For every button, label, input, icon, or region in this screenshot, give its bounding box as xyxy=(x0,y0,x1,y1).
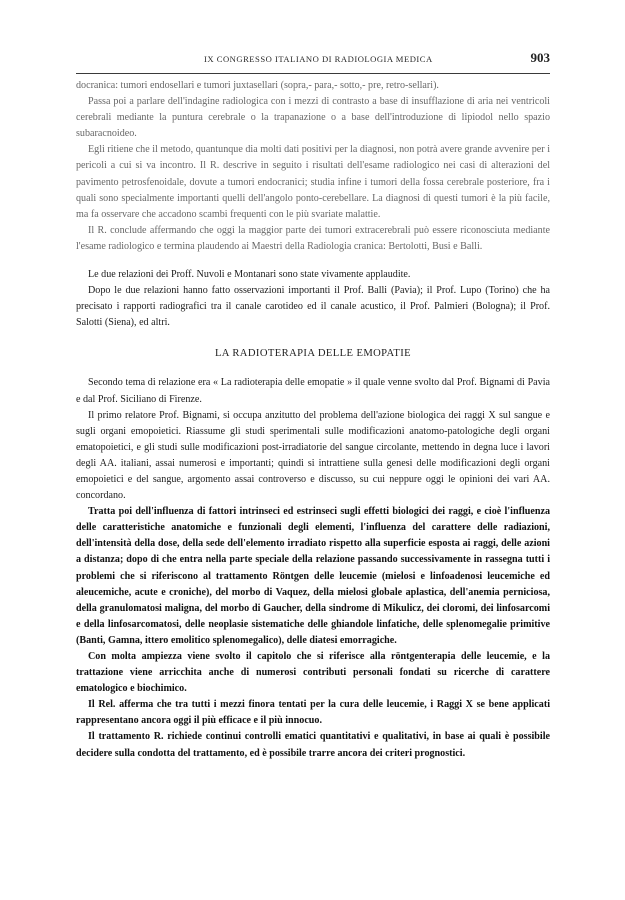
paragraph: Il Rel. afferma che tra tutti i mezzi finora tentati per la cura delle leucemie, i Raggi X se bene applicati rappresentano ancora oggi il più efficace e il più innocuo. xyxy=(76,699,550,727)
page-number: 903 xyxy=(530,50,550,65)
paragraph: Secondo tema di relazione era « La radioterapia delle emopatie » il quale venne svolto dal Prof. Bignami di Pavia e dal Prof. Siciliano di Firenze. xyxy=(76,377,550,405)
article-body xyxy=(76,78,550,762)
paragraph: Tratta poi dell'influenza di fattori intrinseci ed estrinseci sugli effetti biologici dei raggi, e cioè l'influenza delle caratteristiche anatomiche e funzionali degli elementi, l'influenza del carattere delle radiazioni, dell'intensità della dose, della sede dell'elemento irradiato rispetto alla superficie esposta ai raggi, delle azioni a distanza; dopo di che entra nella parte speciale della relazione passando successivamente in rassegna tutti i problemi che si riferiscono al trattamento Röntgen delle leucemie (mielosi e linfoadenosi leucemiche ed aleucemiche, acute e croniche), del morbo di Vaquez, della mielosi globale aplastica, dell'anemia perniciosa, della granulomatosi maligna, del morbo di Gaucher, della sindrome di Mikulicz, dei cloromi, dei linfosarcomi e della linfosarcomatosi, delle neoplasie sistematiche delle ghiandole linfatiche, delle splenomegalie primitive (Banti, Gamna, ittero emolitico splenomegalico), delle diatesi emorragiche. xyxy=(76,506,550,646)
page-header xyxy=(76,48,550,68)
paragraph: Le due relazioni dei Proff. Nuvoli e Montanari sono state vivamente applaudite. xyxy=(88,269,411,281)
paragraph: Dopo le due relazioni hanno fatto osservazioni importanti il Prof. Balli (Pavia); il Prof. Lupo (Torino) che ha precisato i rapporti radiografici tra il canale carotideo ed il canale acustico, il Prof. Palmieri (Bologna); il Prof. Salotti (Siena), ed altri. xyxy=(76,285,550,329)
paragraph: Egli ritiene che il metodo, quantunque dia molti dati positivi per la diagnosi, non potrà avere grande avvenire per i pericoli a cui si va incontro. Il R. descrive in seguito i risultati dell'esame radiologico nei casi di alterazioni del pavimento petrosfenoidale, dovute a tumori endocranici; studia infine i tumori della fossa cerebrale posteriore, fra i quali sono specialmente importanti quelli dell'angolo ponto-cerebellare. La diagnosi di questi tumori è la più facile, ma fa osservare che accadono scambi frequenti con le più svariate malattie. xyxy=(76,144,550,220)
paragraph: Il primo relatore Prof. Bignami, si occupa anzitutto del problema dell'azione biologica dei raggi X sul sangue e sugli organi emopoietici. Riassume gli studi sperimentali sulle modificazioni anatomo-patologiche degli organi ematopoietici, e gli studi sulle modificazioni post-irradiatorie del sangue circolante, mettendo in degna luce i lavori degli AA. italiani, assai numerosi e importanti; quindi si intrattiene sulla genesi delle modificazioni degli organi emopoietici e del sangue, argomento assai controverso e discusso, su cui neppure oggi le opinioni dei vari AA. concordano. xyxy=(76,409,550,502)
paragraph: Il R. conclude affermando che oggi la maggior parte dei tumori extracerebrali può essere riconosciuta mediante l'esame radiologico e termina plaudendo ai Maestri della Radiologia cranica: Bertolotti, Busi e Balli. xyxy=(76,224,550,252)
spacer xyxy=(76,331,550,345)
paragraph: Passa poi a parlare dell'indagine radiologica con i mezzi di contrasto a base di insufflazione di aria nei ventricoli cerebrali mediante la puntura cerebrale o la trapanazione o a base dell'introduzione di lipiodol nello spazio subaracnoideo. xyxy=(76,96,550,140)
paragraph: docranica: tumori endosellari e tumori juxtasellari (sopra,- para,- sotto,- pre, retro-sellari). xyxy=(76,80,439,91)
spacer xyxy=(76,255,550,267)
section-title: LA RADIOTERAPIA DELLE EMOPATIE xyxy=(214,348,412,360)
paragraph: Il trattamento R. richiede continui controlli ematici quantitativi e qualitativi, in base ai quali è possibile decidere sulla condotta del trattamento, ed è possibile trarre ancora dei criteri prognostici. xyxy=(76,731,550,759)
spacer xyxy=(76,363,550,375)
paragraph: Con molta ampiezza viene svolto il capitolo che si riferisce alla röntgenterapia delle leucemie, e la trattazione viene arricchita anche di numerosi contributi personali fondati su ricerche di carattere ematologico e biochimico. xyxy=(76,651,550,695)
header-rule xyxy=(76,73,550,74)
running-title: IX CONGRESSO ITALIANO DI RADIOLOGIA MEDICA xyxy=(204,54,433,64)
